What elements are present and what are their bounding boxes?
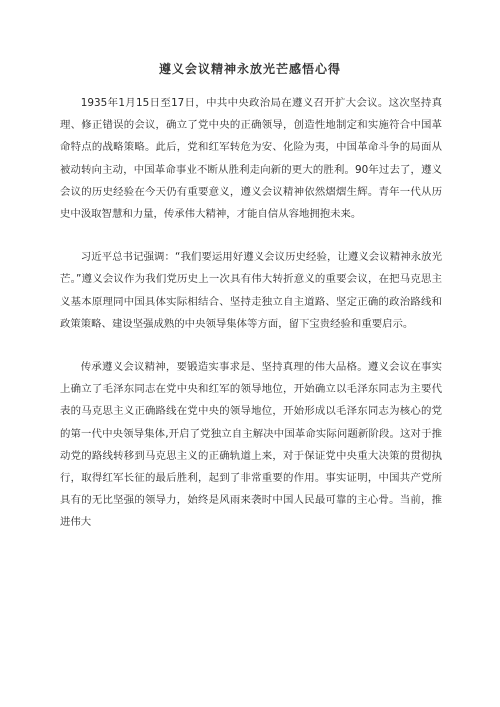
- document-title: 遵义会议精神永放光芒感悟心得: [158, 62, 341, 76]
- document-body: [60, 92, 442, 534]
- paragraph-3: 传承遵义会议精神，要锻造实事求是、坚持真理的伟大品格。遵义会议在事实上确立了毛泽东同志在党中央和红军的领导地位，开始确立以毛泽东同志为主要代表的马克思主义正确路线在党中央的领导地位，开始形成以毛泽东同志为核心的党的第一代中央领导集体,开启了党独立自主解决中国革命实际问题新阶段。这对于推动党的路线转移到马克思主义的正确轨道上来，对于保证党中央重大决策的贯彻执行，取得红军长征的最后胜利，起到了非常重要的作用。事实证明，中国共产党所具有的无比坚强的领导力，始终是风雨来袭时中国人民最可靠的主心骨。当前，推进伟大: [60, 361, 442, 529]
- paragraph-2: 习近平总书记强调：“我们要运用好遵义会议历史经验，让遵义会议精神永放光芒。”遵义会议作为我们党历史上一次具有伟大转折意义的重要会议，在把马克思主义基本原理同中国具体实际相结合、坚持走独立自主道路、坚定正确的政治路线和政策策略、建设坚强成熟的中央领导集体等方面，留下宝贵经验和重要启示。: [60, 251, 442, 330]
- paragraph-1: 1935年1月15日至17日，中共中央政治局在遵义召开扩大会议。这次坚持真理、修正错误的会议，确立了党中央的正确领导，创造性地制定和实施符合中国革命特点的战略策略。此后，党和红军转危为安、化险为夷，中国革命斗争的局面从被动转向主动，中国革命事业不断从胜利走向新的更大的胜利。90年过去了，遵义会议的历史经验在今天仍有重要意义，遵义会议精神依然熠熠生辉。青年一代从历史中汲取智慧和力量，传承伟大精神，才能自信从容地拥抱未来。: [60, 97, 442, 221]
